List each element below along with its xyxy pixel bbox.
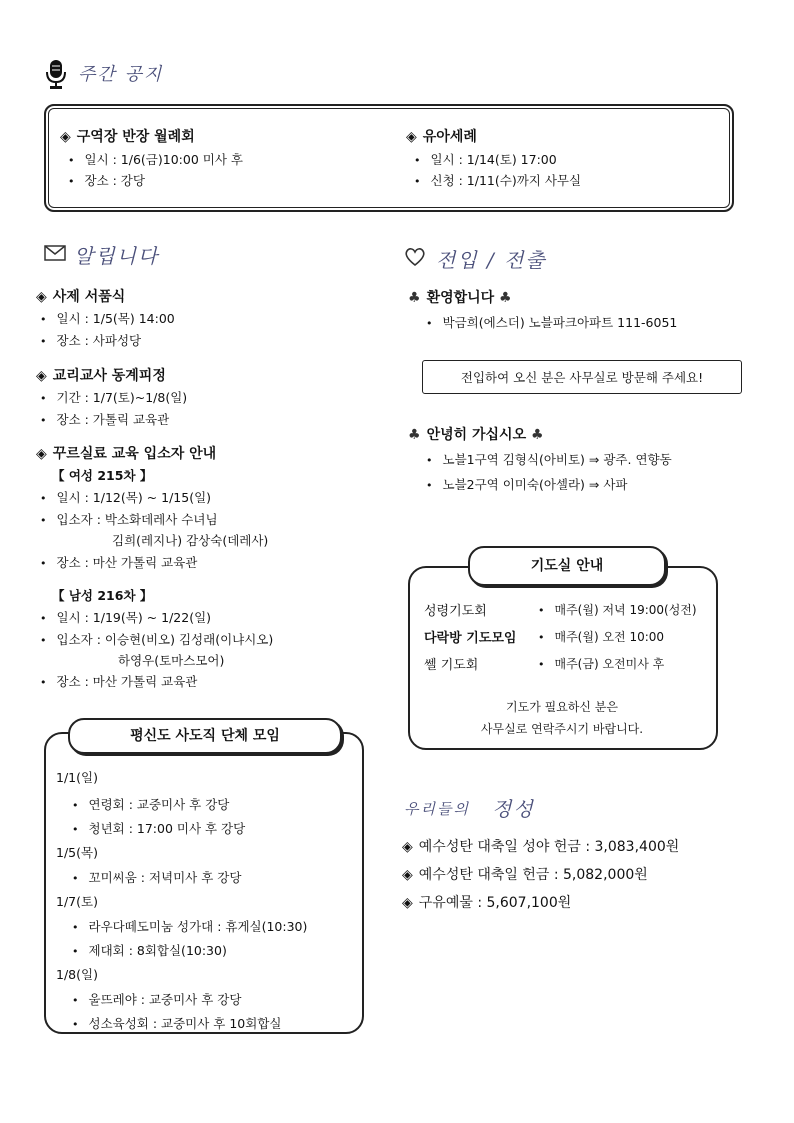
notice-right-item: • 신청 : 1/11(수)까지 사무실	[414, 171, 581, 189]
offering-title-big: 정성	[492, 797, 535, 821]
meeting-item: • 꼬미씨움 : 저녁미사 후 강당	[72, 868, 241, 886]
meeting-date: 1/8(일)	[56, 967, 98, 982]
heart-icon	[404, 247, 426, 267]
announce-item-cont: 하영우(토마스모어)	[118, 653, 225, 668]
microphone-icon	[44, 58, 68, 90]
offering-title-small: 우리들의	[404, 800, 470, 818]
prayer-footer: 기도가 필요하신 분은	[506, 700, 618, 714]
announce-item: • 장소 : 사파성당	[40, 331, 141, 349]
announce-heading: ◈ 사제 서품식	[36, 286, 125, 306]
transfer-title: 전입 / 전출	[436, 248, 547, 272]
farewell-heading: ♣ 안녕히 가십시오 ♣	[408, 424, 544, 444]
visit-notice-text: 전입하여 오신 분은 사무실로 방문해 주세요!	[460, 370, 704, 385]
welcome-heading: ♣ 환영합니다 ♣	[408, 287, 512, 307]
meeting-date: 1/7(토)	[56, 894, 98, 909]
farewell-item: • 노블1구역 김형식(아비토) ⇒ 광주. 연향동	[426, 450, 672, 468]
notice-right-item: • 일시 : 1/14(토) 17:00	[414, 150, 557, 168]
notice-right-heading: ◈ 유아세례	[406, 126, 477, 146]
prayer-name: 성령기도회	[424, 604, 487, 619]
prayer-name: 다락방 기도모임	[424, 631, 517, 646]
notice-left-heading: ◈ 구역장 반장 월례회	[60, 126, 195, 146]
offering-item: ◈ 구유예물 : 5,607,100원	[402, 892, 571, 912]
meeting-date: 1/1(일)	[56, 770, 98, 785]
prayer-footer: 사무실로 연락주시기 바랍니다.	[480, 722, 644, 736]
envelope-icon	[44, 245, 66, 261]
meeting-item: • 청년회 : 17:00 미사 후 강당	[72, 819, 245, 837]
announce-item: • 일시 : 1/5(목) 14:00	[40, 309, 175, 327]
prayer-title: 기도실 안내	[468, 546, 666, 586]
announce-item: • 일시 : 1/19(목) ~ 1/22(일)	[40, 608, 211, 626]
notice-left-item: • 장소 : 강당	[68, 171, 145, 189]
announce-item: • 장소 : 가톨릭 교육관	[40, 410, 169, 428]
offering-item: ◈ 예수성탄 대축일 성야 헌금 : 3,083,400원	[402, 836, 679, 856]
announce-heading: ◈ 꾸르실료 교육 입소자 안내	[36, 443, 216, 463]
announce-item: • 입소자 : 박소화데레사 수녀님	[40, 510, 218, 528]
announce-item: • 기간 : 1/7(토)~1/8(일)	[40, 388, 187, 406]
meeting-item: • 연령회 : 교중미사 후 강당	[72, 795, 229, 813]
offering-item: ◈ 예수성탄 대축일 헌금 : 5,082,000원	[402, 864, 648, 884]
meeting-item: • 울뜨레야 : 교중미사 후 강당	[72, 990, 241, 1008]
farewell-item: • 노블2구역 이미숙(아셀라) ⇒ 사파	[426, 475, 628, 493]
prayer-time: • 매주(월) 저녁 19:00(성전)	[538, 601, 697, 618]
notice-title: 주간 공지	[78, 64, 164, 85]
announce-item: • 입소자 : 이승현(비오) 김성래(이냐시오)	[40, 630, 273, 648]
welcome-item: • 박금희(에스더) 노블파크아파트 111-6051	[426, 313, 677, 331]
announce-heading: ◈ 교리교사 동계피정	[36, 365, 166, 385]
group-label: 【 남성 216차 】	[52, 588, 153, 603]
announce-item: • 일시 : 1/12(목) ~ 1/15(일)	[40, 488, 211, 506]
group-label: 【 여성 215차 】	[52, 468, 153, 483]
announce-title: 알립니다	[74, 244, 160, 268]
prayer-time: • 매주(월) 오전 10:00	[538, 628, 664, 645]
announce-item-cont: 김희(레지나) 감상숙(데레사)	[112, 533, 269, 548]
prayer-name: 쎌 기도회	[424, 658, 479, 673]
prayer-time: • 매주(금) 오전미사 후	[538, 655, 664, 672]
announce-item: • 장소 : 마산 가톨릭 교육관	[40, 553, 197, 571]
announce-item: • 장소 : 마산 가톨릭 교육관	[40, 672, 197, 690]
notice-left-item: • 일시 : 1/6(금)10:00 미사 후	[68, 150, 243, 168]
meeting-date: 1/5(목)	[56, 845, 98, 860]
meeting-item: • 라우다떼도미눔 성가대 : 휴게실(10:30)	[72, 917, 307, 935]
groups-meeting-title: 평신도 사도직 단체 모임	[68, 718, 342, 754]
meeting-item: • 성소육성회 : 교중미사 후 10회합실	[72, 1014, 282, 1032]
meeting-item: • 제대회 : 8회합실(10:30)	[72, 941, 227, 959]
